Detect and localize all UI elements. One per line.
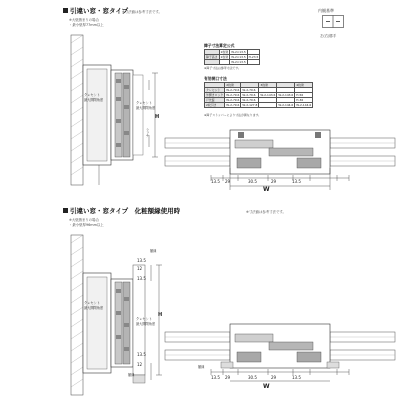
bottom-dim-12-top: 12 [137,266,143,271]
bottom-dim-b5: 13.5 [292,375,301,380]
calc-cell: W-2×13.5 [231,50,246,54]
top-crescent-label: クレセント [84,93,100,97]
bottom-dim-13-5-mid: 13.5 [137,276,146,281]
bottom-elevation-drawing [63,235,173,395]
top-width-label: W [263,186,270,193]
calc-row [205,60,260,65]
calc-cell: W-2×13.5 [231,55,246,59]
calc-note: ※障子寸法は参考寸法です。 [204,66,241,70]
opening-cell: 2枚引き [205,103,225,108]
top-latch-label: ラッチ [145,128,149,138]
opening-cell: 外開きロック [206,93,224,97]
bottom-max-angle-label-right: 最大開閉角度 [136,322,156,326]
bottom-crescent-label: クレセント [84,301,100,305]
calc-cell: H-23.5 [248,55,259,59]
bottom-section-title [63,206,180,215]
bottom-dim-b1: 13.5 [211,375,220,380]
bottom-wall-note-sub: ・最小壁厚96mm以上 [69,223,104,227]
top-plan-drawing [165,120,395,195]
bottom-crescent-label-right: クレセント [136,317,152,321]
opening-cell: W-2-143.6 [260,93,276,97]
top-max-angle-label-right: 最大開閉角度 [136,106,156,110]
calc-cell: 2枚建 [220,50,229,54]
opening-cell: W-2-143.6 [278,93,294,97]
calc-cell [247,60,260,65]
title-marker-icon [63,8,68,13]
opening-cell: W-2-79.6 [226,88,240,92]
opening-cell: H-36 [295,98,313,103]
bottom-dim-b2: 29 [225,375,231,380]
opening-cell: W-2-79.6 [226,103,240,107]
opening-head-cell: 4枚建 [295,83,313,88]
calc-cell [205,60,220,65]
opening-cell: W-2-79.6 [241,93,259,98]
opening-cell [259,103,277,108]
top-title-text: 引違い窓・窓タイプ [70,7,129,15]
bottom-max-angle-label: 最大開閉角度 [84,306,104,310]
bottom-dim-b3: 30.5 [248,375,257,380]
bottom-dim-13-5-top: 13.5 [137,258,146,263]
top-section-title [63,6,128,15]
top-crescent-label-right: クレセント [136,101,152,105]
opening-head-cell: 3枚建 [259,83,277,88]
calc-row [205,55,260,60]
opening-cell: W-2-79.6 [226,98,240,102]
title-marker-icon [63,208,68,213]
calc-table [204,49,260,65]
bottom-dim-13-5-low: 13.5 [137,352,146,357]
calc-cell [219,60,230,65]
top-elevation-drawing [63,35,168,185]
opening-row [205,103,313,108]
calc-cell: 障子高さ [206,55,218,59]
top-max-angle-label: 最大開閉角度 [84,98,104,102]
top-header-note: ※寸法値は参考寸法です。 [122,10,162,14]
calc-table-title: 障子寸法算定公式 [204,43,235,48]
legend-symbol [322,15,344,31]
bottom-frame-label: 額縁 [150,249,157,253]
bottom-height-label: H [158,312,163,318]
opening-table [204,82,313,108]
opening-cell: W-2-144.6 [296,103,312,107]
opening-cell: W-2-79.6 [226,93,240,97]
opening-cell: W-2-144.6 [278,103,294,107]
legend-caption: 左(右)勝手 [320,34,337,38]
legend-title: 内観基準 [318,8,334,13]
opening-cell: W-2-79.6 [241,98,259,103]
bottom-header-note: ※寸法値は参考寸法です。 [246,210,286,214]
top-wall-note: ※大壁納まりの場合 [69,18,99,22]
bottom-width-label: W [263,383,270,390]
calc-cell: 2枚建 [220,55,229,59]
bottom-frame-label-3: 額縁 [198,365,205,369]
opening-cell: クレセント [205,88,225,93]
top-dim-29-right: 29 [271,179,277,184]
top-dim-13-5-left: 13.5 [211,179,220,184]
bottom-dim-12-low: 12 [137,362,143,367]
top-dim-13-5-right: 13.5 [292,179,301,184]
opening-table-title: 有効開口寸法 [204,76,227,81]
opening-head-cell: 2枚建 [225,83,241,88]
bottom-wall-note: ※大壁納まりの場合 [69,218,99,222]
opening-note: ※障子ストッパーにより寸法が異なります。 [204,113,262,117]
top-dim-30-5: 30.5 [248,179,257,184]
opening-cell: 戸先錠 [205,98,225,103]
calc-cell: W-2×13.5 [231,60,246,64]
top-wall-note-sub: ・最小壁厚77mm以上 [69,23,104,27]
opening-cell: W-2-127.8 [242,103,258,107]
bottom-plan-drawing [165,318,395,388]
opening-cell: H-56 [295,93,313,98]
bottom-dim-b4: 29 [271,375,277,380]
top-height-label: H [155,114,160,120]
top-dim-29-left: 29 [225,179,231,184]
opening-cell: W-2-79.6 [241,88,259,93]
bottom-frame-label-2: 額縁 [128,373,135,377]
bottom-title-text: 引違い窓・窓タイプ 化粧額縁使用時 [70,207,181,215]
